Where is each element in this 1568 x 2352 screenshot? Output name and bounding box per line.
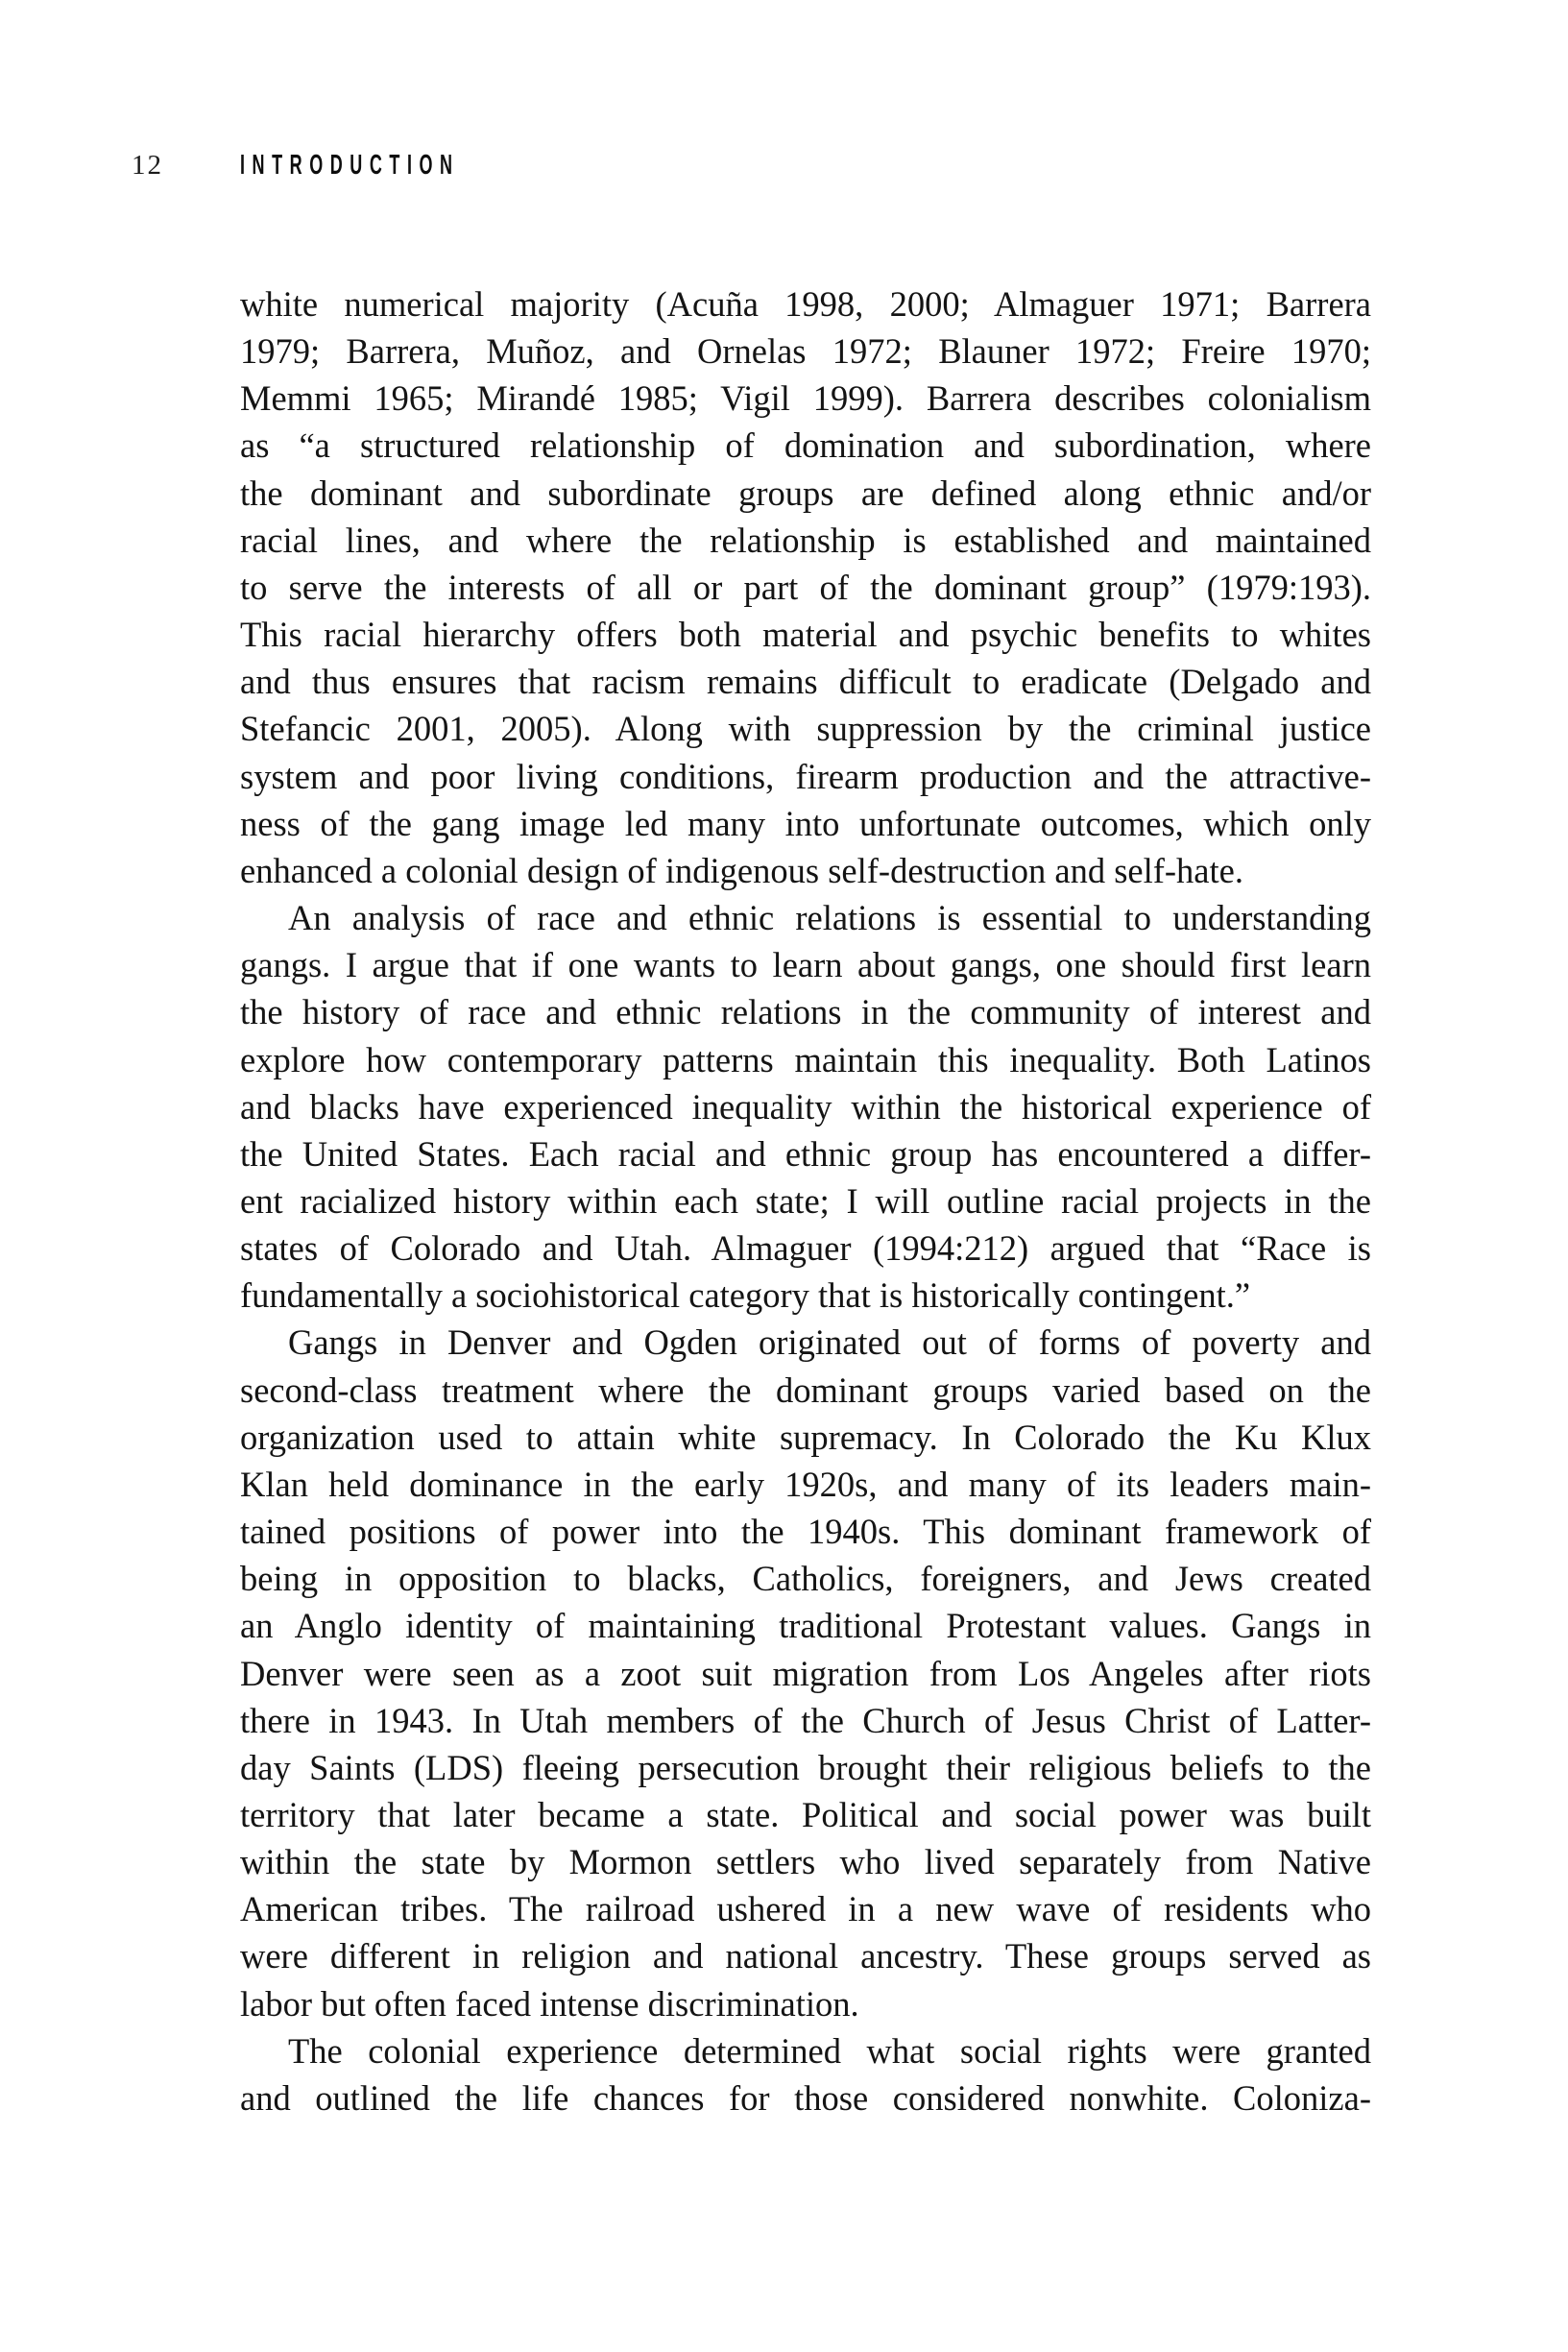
text-line: the history of race and ethnic relations in the community of interest and <box>240 992 1371 1032</box>
text-line: and outlined the life chances for those considered nonwhite. Coloniza- <box>240 2077 1371 2118</box>
text-line: 1979; Barrera, Muñoz, and Ornelas 1972; Blauner 1972; Freire 1970; <box>240 331 1371 372</box>
text-line: tained positions of power into the 1940s. This dominant framework of <box>240 1512 1371 1552</box>
text-line: system and poor living conditions, firearm production and the attractive- <box>240 756 1371 796</box>
text-line: within the state by Mormon settlers who lived separately from Native <box>240 1842 1371 1882</box>
text-line: there in 1943. In Utah members of the Church of Jesus Christ of Latter- <box>240 1700 1371 1740</box>
text-line: Klan held dominance in the early 1920s, and many of its leaders main- <box>240 1464 1371 1504</box>
text-line: Stefancic 2001, 2005). Along with suppression by the criminal justice <box>240 709 1371 749</box>
page-number: 12 <box>132 150 163 181</box>
text-line: second-class treatment where the dominant groups varied based on the <box>240 1370 1371 1410</box>
text-line: and blacks have experienced inequality within the historical experience of <box>240 1086 1371 1127</box>
running-head <box>0 146 1568 184</box>
chapter-running-title: INTRODUCTION <box>240 150 460 181</box>
text-line: ent racialized history within each state; I will outline racial projects in the <box>240 1180 1371 1221</box>
text-line: white numerical majority (Acuña 1998, 2000; Almaguer 1971; Barrera <box>240 284 1371 324</box>
text-line: organization used to attain white supremacy. In Colorado the Ku Klux <box>240 1417 1371 1457</box>
text-line: labor but often faced intense discrimination. <box>240 1983 859 2024</box>
paragraph <box>240 1319 1371 2026</box>
text-line: fundamentally a sociohistorical category that is historically contingent.” <box>240 1275 1251 1316</box>
paragraph <box>240 2027 1371 2122</box>
text-line: the United States. Each racial and ethnic group has encountered a differ- <box>240 1133 1371 1174</box>
text-line: day Saints (LDS) fleeing persecution brought their religious beliefs to the <box>240 1747 1371 1787</box>
text-line: states of Colorado and Utah. Almaguer (1994:212) argued that “Race is <box>240 1228 1371 1269</box>
text-line: Denver were seen as a zoot suit migration from Los Angeles after riots <box>240 1653 1371 1693</box>
paragraph <box>240 280 1371 894</box>
text-line: Memmi 1965; Mirandé 1985; Vigil 1999). Barrera describes colonialism <box>240 378 1371 419</box>
text-line: and thus ensures that racism remains difficult to eradicate (Delgado and <box>240 662 1371 702</box>
text-line: An analysis of race and ethnic relations is essential to understanding <box>288 898 1371 938</box>
text-line: the dominant and subordinate groups are defined along ethnic and/or <box>240 473 1371 513</box>
text-line: ness of the gang image led many into unfortunate outcomes, which only <box>240 803 1371 843</box>
text-line: explore how contemporary patterns maintain this inequality. Both Latinos <box>240 1039 1371 1079</box>
paragraph <box>240 894 1371 1319</box>
text-line: American tribes. The railroad ushered in a new wave of residents who <box>240 1889 1371 1929</box>
text-line: territory that later became a state. Political and social power was built <box>240 1795 1371 1834</box>
text-line: This racial hierarchy offers both material and psychic benefits to whites <box>240 615 1371 655</box>
text-line: Gangs in Denver and Ogden originated out of forms of poverty and <box>288 1322 1371 1363</box>
text-line: were different in religion and national ancestry. These groups served as <box>240 1936 1371 1976</box>
text-line: being in opposition to blacks, Catholics, foreigners, and Jews created <box>240 1559 1371 1599</box>
text-line: racial lines, and where the relationship is established and maintained <box>240 520 1371 560</box>
body-text <box>240 280 1371 2122</box>
text-line: gangs. I argue that if one wants to learn about gangs, one should first learn <box>240 945 1371 985</box>
text-line: to serve the interests of all or part of the dominant group” (1979:193). <box>240 567 1371 607</box>
text-line: as “a structured relationship of domination and subordination, where <box>240 425 1371 466</box>
text-line: an Anglo identity of maintaining traditional Protestant values. Gangs in <box>240 1606 1371 1646</box>
text-line: The colonial experience determined what social rights were granted <box>288 2030 1371 2071</box>
text-line: enhanced a colonial design of indigenous self-destruction and self-hate. <box>240 850 1243 890</box>
